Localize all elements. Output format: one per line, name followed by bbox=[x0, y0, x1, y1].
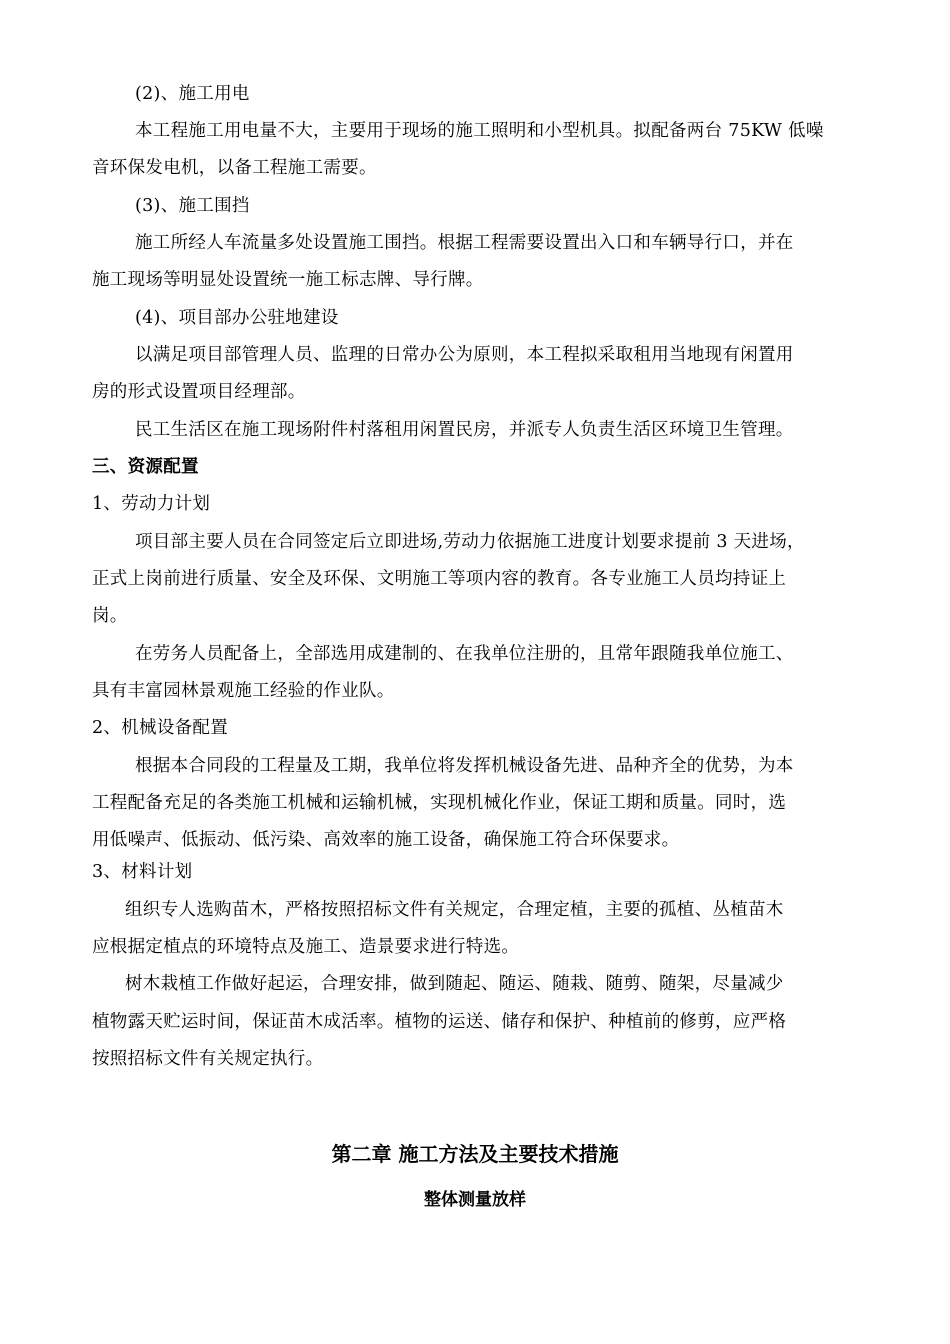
paragraph-line: 施工所经人车流量多处设置施工围挡。根据工程需要设置出入口和车辆导行口，并在 bbox=[135, 233, 794, 253]
subheading-power: (2)、施工用电 bbox=[135, 84, 250, 104]
subheading-labor: 1、劳动力计划 bbox=[92, 494, 211, 514]
paragraph-line: 正式上岗前进行质量、安全及环保、文明施工等项内容的教育。各专业施工人员均持证上 bbox=[92, 569, 787, 589]
paragraph-line: 音环保发电机，以备工程施工需要。 bbox=[92, 158, 377, 178]
paragraph-line: 在劳务人员配备上，全部选用成建制的、在我单位注册的，且常年跟随我单位施工、 bbox=[135, 644, 794, 664]
paragraph-line: 本工程施工用电量不大，主要用于现场的施工照明和小型机具。拟配备两台 75KW 低噪 bbox=[135, 121, 824, 141]
section-heading-resources: 三、资源配置 bbox=[92, 457, 199, 477]
chapter-title: 第二章 施工方法及主要技术措施 bbox=[331, 1142, 619, 1166]
subheading-fence: (3)、施工围挡 bbox=[135, 196, 250, 216]
paragraph-line: 工程配备充足的各类施工机械和运输机械，实现机械化作业，保证工期和质量。同时，选 bbox=[92, 793, 787, 813]
subheading-materials: 3、材料计划 bbox=[92, 862, 193, 882]
paragraph-line: 民工生活区在施工现场附件村落租用闲置民房，并派专人负责生活区环境卫生管理。 bbox=[135, 420, 794, 440]
paragraph-line: 具有丰富园林景观施工经验的作业队。 bbox=[92, 681, 395, 701]
paragraph-line: 组织专人选购苗木，严格按照招标文件有关规定，合理定植，主要的孤植、丛植苗木 bbox=[125, 900, 784, 920]
subheading-office: (4)、项目部办公驻地建设 bbox=[135, 308, 339, 328]
paragraph-line: 项目部主要人员在合同签定后立即进场,劳动力依据施工进度计划要求提前 3 天进场， bbox=[135, 532, 805, 552]
paragraph-line: 施工现场等明显处设置统一施工标志牌、导行牌。 bbox=[92, 270, 484, 290]
paragraph-line: 房的形式设置项目经理部。 bbox=[92, 382, 306, 402]
paragraph-line: 用低噪声、低振动、低污染、高效率的施工设备，确保施工符合环保要求。 bbox=[92, 830, 680, 850]
subheading-machinery: 2、机械设备配置 bbox=[92, 718, 229, 738]
paragraph-line: 树木栽植工作做好起运，合理安排，做到随起、随运、随栽、随剪、随架，尽量减少 bbox=[125, 974, 784, 994]
paragraph-line: 根据本合同段的工程量及工期，我单位将发挥机械设备先进、品种齐全的优势，为本 bbox=[135, 756, 794, 776]
paragraph-line: 按照招标文件有关规定执行。 bbox=[92, 1049, 324, 1069]
paragraph-line: 岗。 bbox=[92, 606, 128, 626]
paragraph-line: 应根据定植点的环境特点及施工、造景要求进行特选。 bbox=[92, 937, 520, 957]
chapter-subtitle: 整体测量放样 bbox=[424, 1190, 526, 1210]
paragraph-line: 以满足项目部管理人员、监理的日常办公为原则，本工程拟采取租用当地现有闲置用 bbox=[135, 345, 794, 365]
paragraph-line: 植物露天贮运时间，保证苗木成活率。植物的运送、储存和保护、种植前的修剪，应严格 bbox=[92, 1012, 787, 1032]
